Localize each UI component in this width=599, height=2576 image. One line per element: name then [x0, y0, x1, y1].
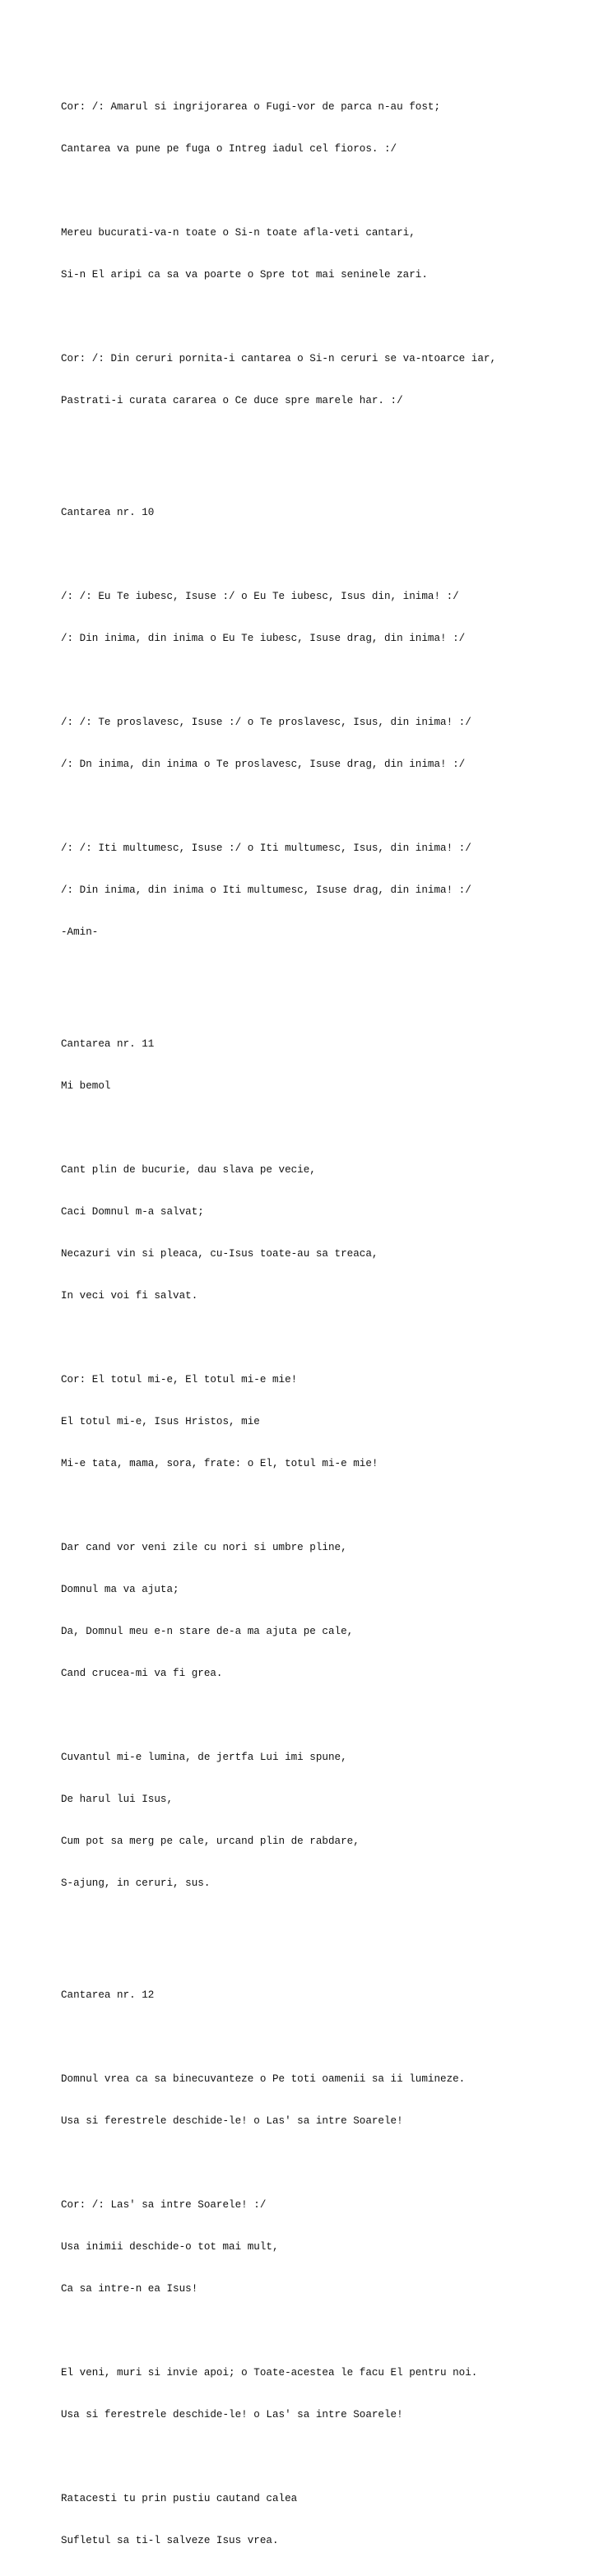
- document-page: [61, 58, 587, 2576]
- text-line: El veni, muri si invie apoi; o Toate-acestea le facu El pentru noi.: [61, 2367, 478, 2379]
- song-key: Mi bemol: [61, 1080, 111, 1092]
- text-line: Sufletul sa ti-l salveze Isus vrea.: [61, 2535, 279, 2546]
- text-line: Cantarea va pune pe fuga o Intreg iadul cel fioros. :/: [61, 143, 397, 155]
- text-line: Cor: /: Din ceruri pornita-i cantarea o Si-n ceruri se va-ntoarce iar,: [61, 353, 497, 364]
- text-line: /: Dn inima, din inima o Te proslavesc, Isuse drag, din inima! :/: [61, 759, 466, 770]
- text-line: Cor: /: Las' sa intre Soarele! :/: [61, 2199, 267, 2211]
- text-line: Usa inimii deschide-o tot mai mult,: [61, 2241, 279, 2253]
- text-line: De harul lui Isus,: [61, 1794, 174, 1805]
- text-line: -Amin-: [61, 926, 99, 938]
- text-line: /: Din inima, din inima o Iti multumesc, Isuse drag, din inima! :/: [61, 884, 471, 896]
- text-line: Cum pot sa merg pe cale, urcand plin de rabdare,: [61, 1836, 360, 1847]
- text-line: Necazuri vin si pleaca, cu-Isus toate-au sa treaca,: [61, 1248, 378, 1260]
- text-line: Mi-e tata, mama, sora, frate: o El, totul mi-e mie!: [61, 1458, 378, 1469]
- text-line: S-ajung, in ceruri, sus.: [61, 1877, 211, 1889]
- text-line: Si-n El aripi ca sa va poarte o Spre tot mai seninele zari.: [61, 269, 428, 281]
- text-line: Pastrati-i curata cararea o Ce duce spre marele har. :/: [61, 395, 403, 406]
- text-line: Cor: /: Amarul si ingrijorarea o Fugi-vor de parca n-au fost;: [61, 101, 441, 113]
- text-line: Cor: El totul mi-e, El totul mi-e mie!: [61, 1374, 298, 1385]
- text-line: Ratacesti tu prin pustiu cautand calea: [61, 2493, 298, 2504]
- text-line: Usa si ferestrele deschide-le! o Las' sa intre Soarele!: [61, 2409, 403, 2421]
- text-line: Cant plin de bucurie, dau slava pe vecie,: [61, 1164, 316, 1176]
- text-line: In veci voi fi salvat.: [61, 1290, 198, 1302]
- text-line: /: /: Iti multumesc, Isuse :/ o Iti multumesc, Isus, din inima! :/: [61, 842, 471, 854]
- song-title: Cantarea nr. 12: [61, 1989, 155, 2001]
- text-line: Cuvantul mi-e lumina, de jertfa Lui imi spune,: [61, 1752, 347, 1763]
- text-line: Domnul vrea ca sa binecuvanteze o Pe toti oamenii sa ii lumineze.: [61, 2073, 466, 2085]
- text-line: /: /: Te proslavesc, Isuse :/ o Te proslavesc, Isus, din inima! :/: [61, 717, 471, 728]
- text-line: Ca sa intre-n ea Isus!: [61, 2283, 198, 2295]
- text-line: /: Din inima, din inima o Eu Te iubesc, Isuse drag, din inima! :/: [61, 633, 466, 644]
- text-line: /: /: Eu Te iubesc, Isuse :/ o Eu Te iubesc, Isus din, inima! :/: [61, 591, 459, 602]
- text-line: Da, Domnul meu e-n stare de-a ma ajuta pe cale,: [61, 1626, 354, 1637]
- song-title: Cantarea nr. 11: [61, 1038, 155, 1050]
- text-line: Cand crucea-mi va fi grea.: [61, 1668, 223, 1679]
- text-line: Dar cand vor veni zile cu nori si umbre pline,: [61, 1542, 347, 1553]
- text-line: Domnul ma va ajuta;: [61, 1584, 179, 1595]
- text-line: Usa si ferestrele deschide-le! o Las' sa intre Soarele!: [61, 2115, 403, 2127]
- song-title: Cantarea nr. 10: [61, 507, 155, 518]
- text-line: El totul mi-e, Isus Hristos, mie: [61, 1416, 260, 1427]
- text-line: Mereu bucurati-va-n toate o Si-n toate afla-veti cantari,: [61, 227, 416, 239]
- text-line: Caci Domnul m-a salvat;: [61, 1206, 204, 1218]
